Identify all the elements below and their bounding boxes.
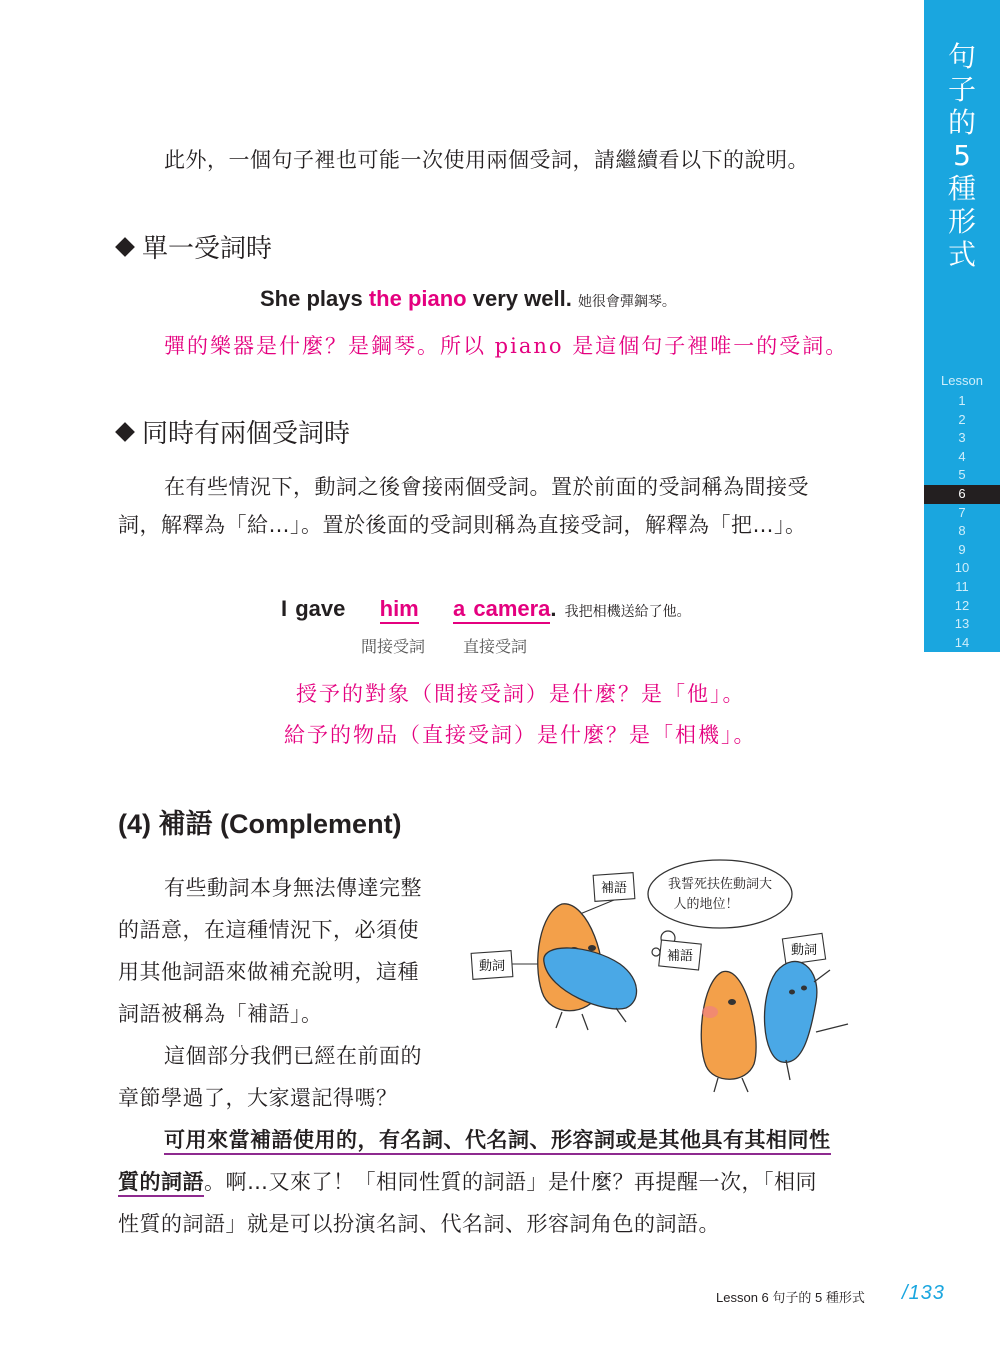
lesson-number-6[interactable]: 6 [924,485,1000,504]
lesson-number-1[interactable]: 1 [958,393,966,408]
complement-emphasis-line2 [118,1164,817,1200]
chapter-title-char: 的 [947,106,976,139]
chapter-title-char: 句 [947,40,976,73]
chapter-title-char: 式 [947,238,976,271]
character-eye [588,945,596,951]
bubble-dot [652,948,660,956]
example-part: very well. [466,286,572,311]
character-leg [816,1024,848,1032]
chapter-title-char: 種 [947,172,976,205]
emphasis-text: 可用來當補語使用的，有名詞、代名詞、形容詞或是其他具有其相同性 [164,1128,831,1155]
lesson-number-12[interactable]: 12 [954,597,970,613]
speech-bubble [648,860,792,928]
label-indirect-object: 間接受詞 [361,637,426,656]
chapter-title-char: 5 [953,139,971,172]
heading-double-object-text: 同時有兩個受詞時 [142,419,351,449]
complement-line: 詞語被稱為「補語」。 [118,1002,323,1026]
character-eye [728,999,736,1005]
lesson-number-11[interactable]: 11 [955,578,969,594]
intro-text: 此外，一個句子裡也可能一次使用兩個受詞，請繼續看以下的說明。 [164,148,809,172]
lesson-label: Lesson [941,373,983,388]
diamond-bullet-icon [115,422,135,442]
complement-line: 的語意，在這種情況下，必須使 [118,918,419,942]
example-part: She plays [260,286,369,311]
character-eye [801,986,807,991]
tag-verb: 動詞 [790,943,818,958]
emphasis-text: 質的詞語 [118,1170,204,1197]
lesson-number-3[interactable]: 3 [958,430,966,446]
lesson-number-2[interactable]: 2 [958,411,966,427]
complement-line: 用其他詞語來做補充說明，這種 [118,960,419,984]
section-heading-complement: (4) 補語 (Complement) [118,809,402,840]
example-object: the piano [368,286,467,311]
note-direct-object: 給予的物品（直接受詞）是什麼？是「相機」。 [284,723,757,747]
example-indirect-object: him [380,596,419,624]
body-text: 。啊…又來了！「相同性質的詞語」是什麼？再提醒一次，「相同 [204,1170,817,1194]
heading-single-object [118,228,272,265]
character-leg [742,1078,748,1092]
footer-lesson-title: Lesson 6 句子的 5 種形式 [716,1290,865,1305]
page-number: /133 [902,1282,945,1304]
page-number-value: 133 [908,1282,945,1304]
bubble-text: 人的地位！ [673,897,739,912]
lesson-number-13[interactable]: 13 [954,616,970,632]
double-object-para-line2: 詞，解釋為「給…」。置於後面的受詞則稱為直接受詞，解釋為「把…」。 [118,513,807,537]
chapter-title-char: 形 [947,205,976,238]
complement-character-right [701,971,756,1079]
section-title-zh: 補語 [158,809,213,840]
character-leg [582,1014,588,1030]
character-leg [556,1012,562,1028]
illustration-verb-complement [470,852,910,1102]
label-direct-object: 直接受詞 [463,637,528,656]
double-object-para-line1: 在有些情況下，動詞之後會接兩個受詞。置於前面的受詞稱為間接受 [164,475,809,499]
lesson-number-14[interactable]: 14 [954,634,970,650]
character-cheek [702,1006,718,1018]
character-leg [616,1008,626,1022]
lesson-number-4[interactable]: 4 [958,448,966,464]
note-indirect-object: 授予的對象（間接受詞）是什麼？是「他」。 [296,682,746,706]
example-part: I gave [281,596,346,621]
section-number: 4 [127,809,143,839]
character-leg [714,1078,718,1092]
lesson-list [924,392,1000,652]
section-title-en: (Complement) [220,809,402,839]
tag-complement: 補語 [666,949,694,964]
tag-string [580,900,614,914]
character-arm [814,970,830,982]
example-translation: 我把相機送給了他。 [564,604,691,620]
example-translation: 她很會彈鋼琴。 [577,294,676,310]
example-single-object [260,286,676,312]
example-direct-object: a camera [453,596,550,624]
complement-line3: 性質的詞語」就是可以扮演名詞、代名詞、形容詞角色的詞語。 [118,1212,720,1236]
complement-line: 有些動詞本身無法傳達完整 [164,876,422,900]
note-single-object: 彈的樂器是什麼？是鋼琴。所以 piano 是這個句子裡唯一的受詞。 [164,334,849,358]
bubble-text: 我誓死扶佐動詞大 [667,877,773,892]
lesson-number-10[interactable]: 10 [954,560,970,576]
complement-emphasis-line1 [164,1122,831,1158]
lesson-number-9[interactable]: 9 [958,541,966,557]
example-double-object [281,596,691,622]
tag-verb: 動詞 [478,959,506,974]
lesson-number-7[interactable]: 7 [958,504,966,520]
complement-line: 這個部分我們已經在前面的 [164,1044,422,1068]
diamond-bullet-icon [115,237,135,257]
heading-double-object [118,413,350,450]
example-part: . [550,596,557,621]
character-eye [789,990,795,995]
chapter-title-vertical [924,40,1000,271]
heading-single-object-text: 單一受詞時 [142,234,273,264]
lesson-number-8[interactable]: 8 [958,523,966,539]
verb-character-right [765,961,817,1062]
chapter-title-char: 子 [947,73,976,106]
character-leg [786,1060,790,1080]
complement-line: 章節學過了，大家還記得嗎？ [118,1086,398,1110]
tag-complement: 補語 [600,881,628,896]
lesson-number-5[interactable]: 5 [958,467,966,483]
